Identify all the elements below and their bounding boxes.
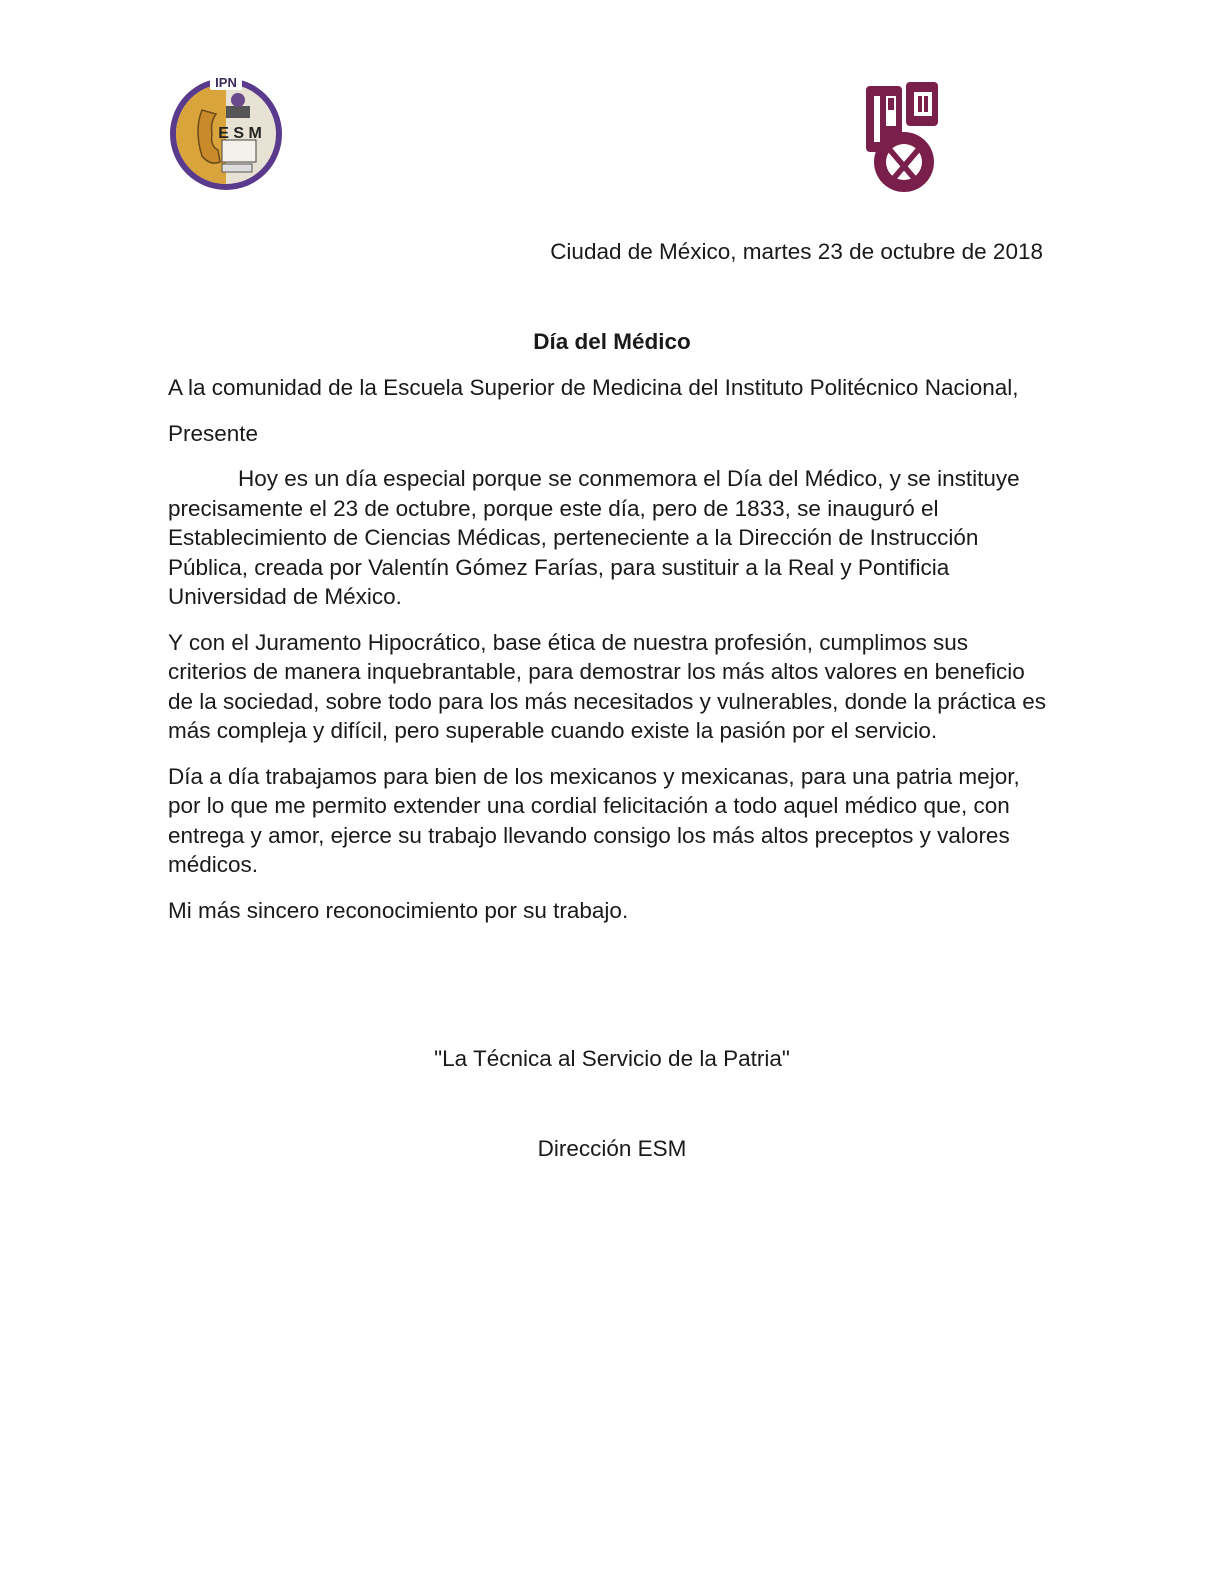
letter-motto: "La Técnica al Servicio de la Patria" bbox=[434, 1046, 790, 1071]
letter-signature: Dirección ESM bbox=[537, 1136, 687, 1161]
ipn-logo bbox=[860, 78, 944, 196]
esm-logo-esm-text: E S M bbox=[218, 125, 262, 142]
ipn-logo-text: IPN bbox=[915, 116, 917, 117]
esm-seal-icon bbox=[166, 70, 286, 194]
letter-title: Día del Médico bbox=[533, 329, 691, 354]
esm-logo bbox=[166, 70, 286, 194]
letter-paragraph-3: Día a día trabajamos para bien de los mexicanos y mexicanas, para una patria mejor, por lo que me permito extender una cordial felicitación a todo aquel médico que, con entrega y amor, ejerce su trabajo llevando consigo los más altos preceptos y valores médicos. bbox=[168, 763, 1020, 877]
letter-paragraph-1: Hoy es un día especial porque se conmemora el Día del Médico, y se instituye precisamente el 23 de octubre, porque este día, pero de 1833, se inauguró el Establecimiento de Ciencias Médicas, perteneciente a la Dirección de Instrucción Pública, creada por Valentín Gómez Farías, para sustituir a la Real y Pontificia Universidad de México. bbox=[168, 466, 1020, 609]
letter-date: Ciudad de México, martes 23 de octubre de 2018 bbox=[550, 239, 1043, 264]
letter-paragraph-2: Y con el Juramento Hipocrático, base ética de nuestra profesión, cumplimos sus criterios de manera inquebrantable, para demostrar los más altos valores en beneficio de la sociedad, sobre todo para los más necesitados y vulnerables, donde la práctica es más compleja y difícil, pero superable cuando existe la pasión por el servicio. bbox=[168, 629, 1047, 743]
letter-closing: Mi más sincero reconocimiento por su trabajo. bbox=[168, 897, 629, 923]
letter-salutation: Presente bbox=[168, 420, 259, 446]
ipn-seal-icon bbox=[860, 78, 944, 196]
esm-logo-ipn-text: IPN bbox=[215, 75, 237, 90]
letter-body bbox=[168, 373, 1048, 941]
letter-recipient: A la comunidad de la Escuela Superior de Medicina del Instituto Politécnico Nacional, bbox=[168, 375, 1019, 400]
